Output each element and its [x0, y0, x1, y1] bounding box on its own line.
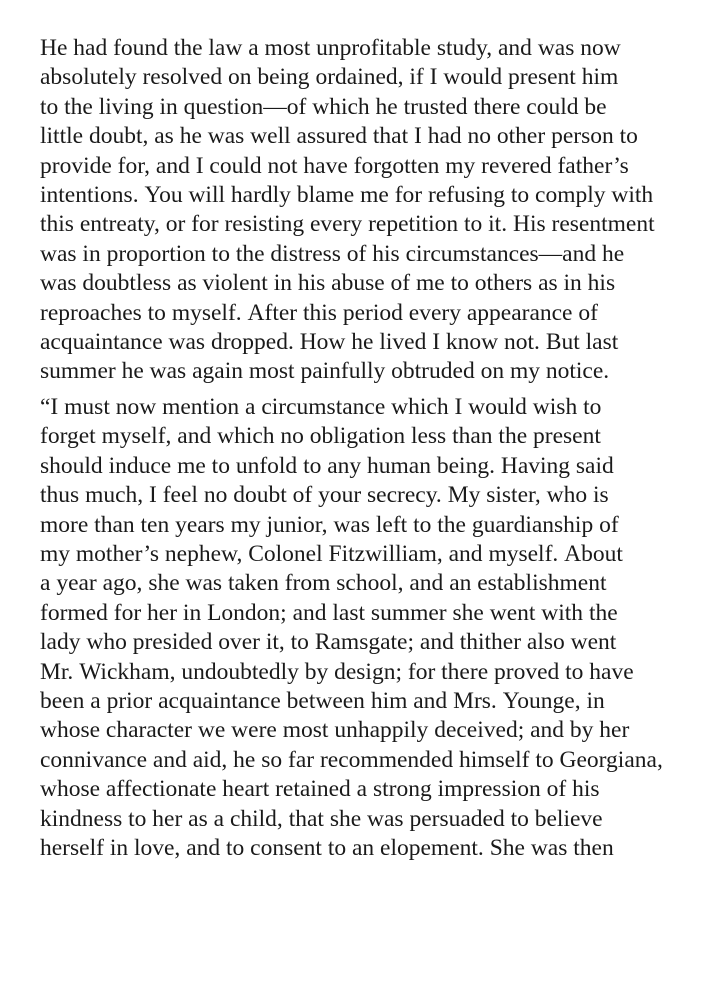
- text-line: thus much, I feel no doubt of your secrecy. My sister, who is: [40, 482, 609, 509]
- text-line: herself in love, and to consent to an elopement. She was then: [40, 834, 614, 861]
- text-line: absolutely resolved on being ordained, if I would present him: [40, 64, 619, 91]
- text-line: forget myself, and which no obligation less than the present: [40, 423, 601, 450]
- text-line: Mr. Wickham, undoubtedly by design; for there proved to have: [40, 658, 634, 685]
- text-line: a year ago, she was taken from school, and an establishment: [40, 570, 607, 597]
- text-line: formed for her in London; and last summer she went with the: [40, 599, 618, 626]
- text-line: been a prior acquaintance between him and Mrs. Younge, in: [40, 687, 605, 714]
- text-line: whose character we were most unhappily deceived; and by her: [40, 717, 630, 744]
- text-line: acquaintance was dropped. How he lived I know not. But last: [40, 329, 619, 356]
- text-line: should induce me to unfold to any human being. Having said: [40, 452, 614, 479]
- text-line: connivance and aid, he so far recommended himself to Georgiana,: [40, 746, 663, 773]
- text-line: little doubt, as he was well assured that I had no other person to: [40, 123, 638, 150]
- text-line: reproaches to myself. After this period every appearance of: [40, 299, 598, 326]
- text-line: summer he was again most painfully obtruded on my notice.: [40, 358, 610, 385]
- text-line: this entreaty, or for resisting every repetition to it. His resentment: [40, 211, 655, 238]
- text-line: “I must now mention a circumstance which I would wish to: [40, 393, 602, 420]
- text-line: kindness to her as a child, that she was persuaded to believe: [40, 805, 603, 832]
- paragraph-1: [40, 34, 686, 387]
- text-line: He had found the law a most unprofitable study, and was now: [40, 35, 621, 61]
- text-line: provide for, and I could not have forgotten my revered father’s: [40, 152, 629, 179]
- text-line: whose affectionate heart retained a strong impression of his: [40, 776, 600, 803]
- text-line: my mother’s nephew, Colonel Fitzwilliam, and myself. About: [40, 540, 623, 567]
- paragraph-2: [40, 393, 686, 864]
- text-line: was doubtless as violent in his abuse of me to others as in his: [40, 270, 616, 297]
- text-line: lady who presided over it, to Ramsgate; and thither also went: [40, 629, 617, 656]
- text-line: was in proportion to the distress of his circumstances—and he: [40, 240, 625, 267]
- text-line: more than ten years my junior, was left to the guardianship of: [40, 511, 619, 538]
- text-line: intentions. You will hardly blame me for refusing to comply with: [40, 182, 654, 209]
- book-page: [40, 34, 686, 863]
- text-line: to the living in question—of which he trusted there could be: [40, 93, 607, 120]
